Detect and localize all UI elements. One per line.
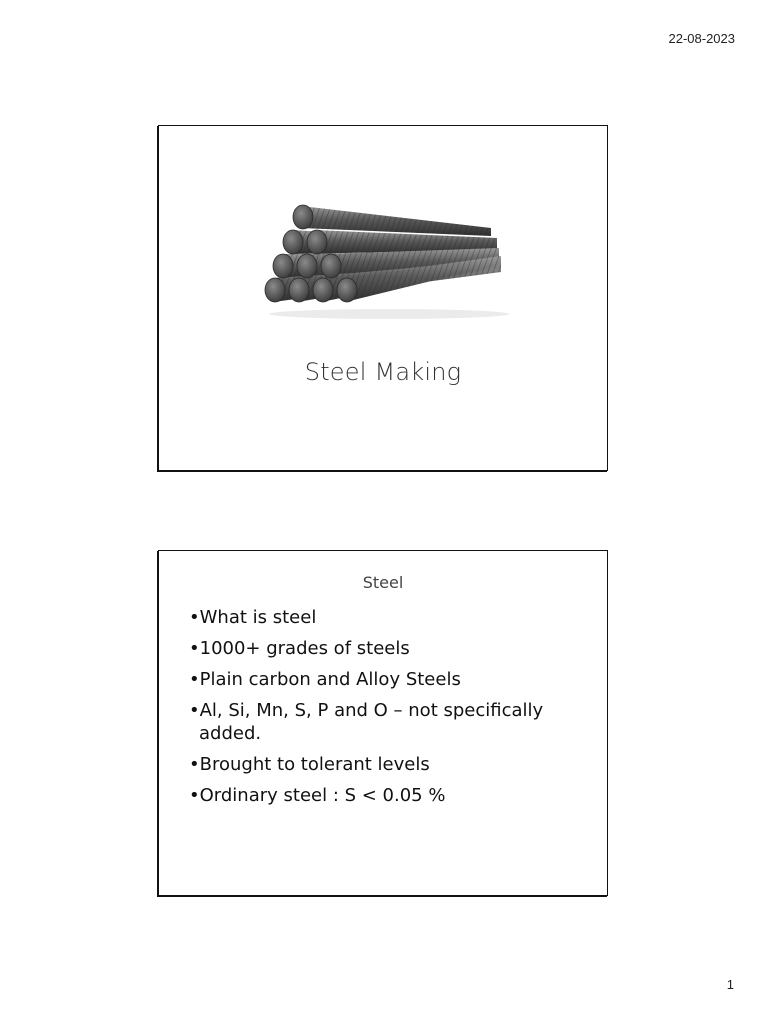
bullet-item: •1000+ grades of steels (189, 638, 410, 659)
bullet-item: •Ordinary steel : S < 0.05 % (189, 785, 446, 806)
slide-title: Steel Making (304, 358, 462, 386)
steel-rebar-stack-image (259, 198, 509, 323)
bullet-item: •Plain carbon and Alloy Steels (189, 669, 461, 690)
bullet-list (189, 606, 587, 815)
bullet-item: •Al, Si, Mn, S, P and O – not specifically added. (189, 700, 544, 744)
bullet-item: •What is steel (189, 607, 317, 628)
handout-date: 22-08-2023 (668, 31, 735, 46)
bullet-item: •Brought to tolerant levels (189, 754, 430, 775)
slide-content-frame (158, 550, 608, 896)
slide-heading: Steel (362, 573, 404, 592)
page-number: 1 (726, 977, 734, 992)
slide-title-frame (158, 125, 608, 471)
